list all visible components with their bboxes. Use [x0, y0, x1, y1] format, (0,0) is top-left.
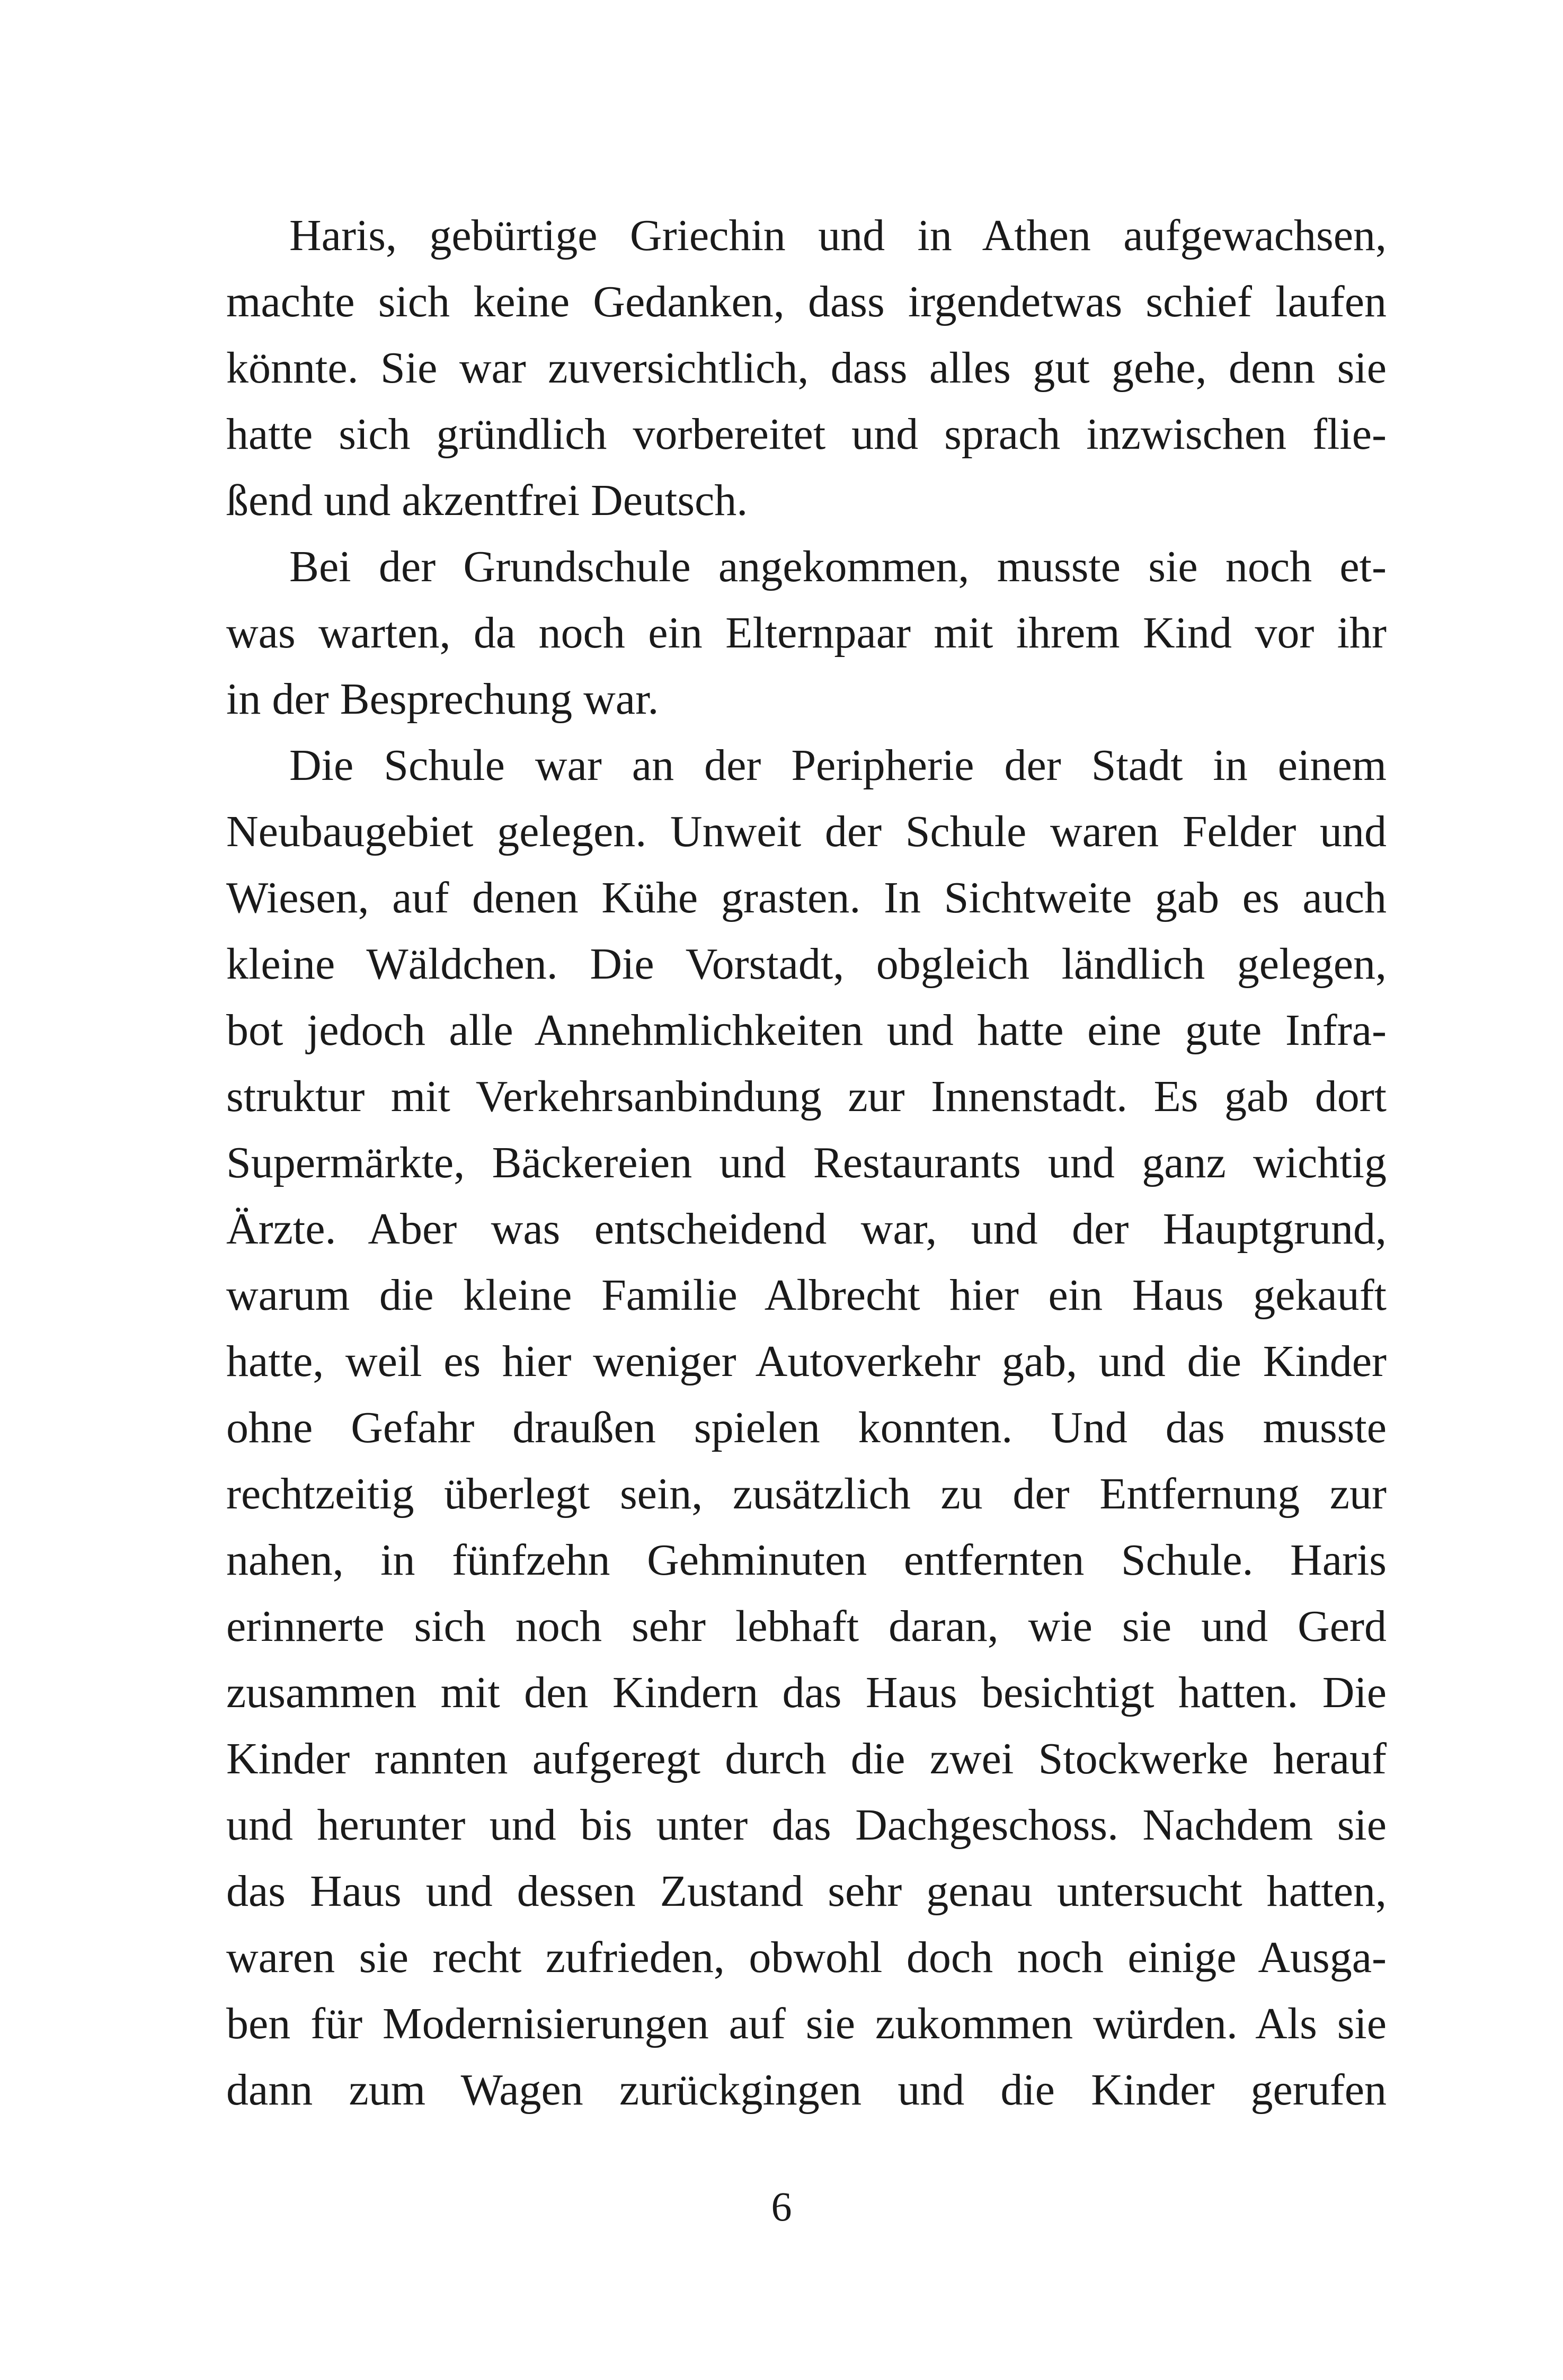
text-line: das Haus und dessen Zustand sehr genau untersucht hatten, [226, 1867, 1387, 1916]
text-line: ben für Modernisierungen auf sie zukommen würden. Als sie [226, 1999, 1387, 2048]
paragraph-1 [226, 202, 1387, 534]
text-line: Supermärkte, Bäckereien und Restaurants und ganz wichtig [226, 1138, 1387, 1187]
text-line: dann zum Wagen zurückgingen und die Kinder gerufen [226, 2065, 1387, 2115]
text-line: Wiesen, auf denen Kühe grasten. In Sichtweite gab es auch [226, 873, 1387, 922]
text-line: Ärzte. Aber was entscheidend war, und der Hauptgrund, [226, 1204, 1387, 1254]
text-line: struktur mit Verkehrsanbindung zur Innenstadt. Es gab dort [226, 1072, 1387, 1121]
text-line: hatte, weil es hier weniger Autoverkehr gab, und die Kinder [226, 1337, 1387, 1386]
text-line: Die Schule war an der Peripherie der Stadt in einem [289, 741, 1387, 790]
page-number: 6 [771, 2183, 792, 2230]
text-line: und herunter und bis unter das Dachgeschoss. Nachdem sie [226, 1800, 1387, 1850]
text-line: machte sich keine Gedanken, dass irgendetwas schief laufen [226, 277, 1387, 326]
text-line: Haris, gebürtige Griechin und in Athen aufgewachsen, [289, 211, 1387, 260]
text-line: was warten, da noch ein Elternpaar mit ihrem Kind vor ihr [226, 608, 1387, 658]
text-line: könnte. Sie war zuversichtlich, dass alles gut gehe, denn sie [226, 343, 1387, 393]
text-line: ohne Gefahr draußen spielen konnten. Und das musste [226, 1403, 1387, 1452]
text-line: zusammen mit den Kindern das Haus besichtigt hatten. Die [226, 1668, 1387, 1717]
text-line: Bei der Grundschule angekommen, musste sie noch et- [289, 542, 1387, 591]
text-line: hatte sich gründlich vorbereitet und sprach inzwischen flie- [226, 410, 1387, 459]
paragraph-2 [226, 534, 1387, 732]
text-line: nahen, in fünfzehn Gehminuten entfernten Schule. Haris [226, 1535, 1387, 1585]
text-line: ßend und akzentfrei Deutsch. [226, 476, 748, 525]
body-text [226, 202, 1387, 2123]
text-line: erinnerte sich noch sehr lebhaft daran, wie sie und Gerd [226, 1602, 1387, 1651]
text-line: rechtzeitig überlegt sein, zusätzlich zu der Entfernung zur [226, 1469, 1387, 1518]
paragraph-3 [226, 732, 1387, 2123]
text-line: in der Besprechung war. [226, 674, 659, 724]
text-line: waren sie recht zufrieden, obwohl doch noch einige Ausga- [226, 1933, 1387, 1982]
text-line: Neubaugebiet gelegen. Unweit der Schule waren Felder und [226, 807, 1387, 856]
text-line: bot jedoch alle Annehmlichkeiten und hatte eine gute Infra- [226, 1006, 1387, 1055]
text-line: warum die kleine Familie Albrecht hier ein Haus gekauft [226, 1271, 1387, 1320]
text-line: kleine Wäldchen. Die Vorstadt, obgleich ländlich gelegen, [226, 939, 1387, 989]
text-line: Kinder rannten aufgeregt durch die zwei Stockwerke herauf [226, 1734, 1387, 1783]
